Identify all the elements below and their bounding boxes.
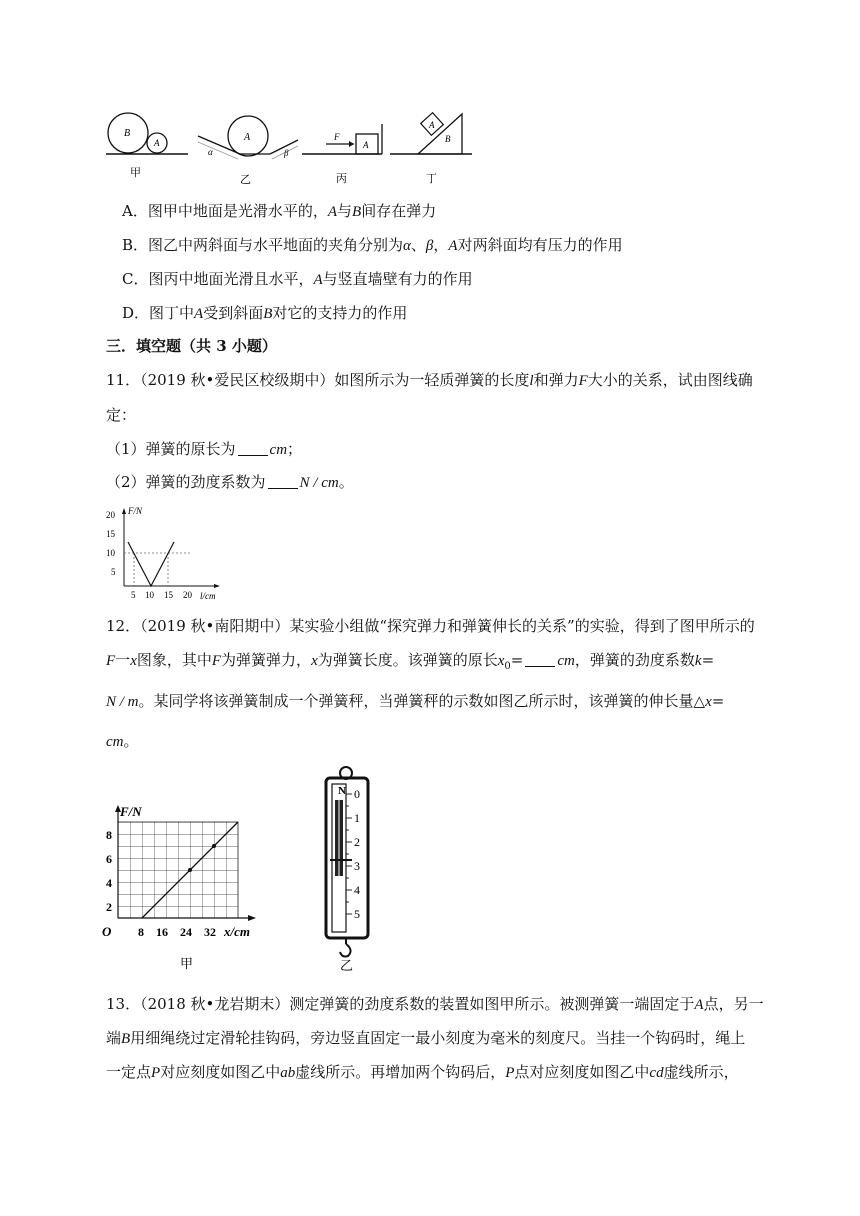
q11-graph	[100, 504, 230, 602]
q12-line4: cm。	[106, 732, 139, 750]
tick-label: 6	[106, 852, 112, 866]
tick-label: 16	[156, 925, 168, 939]
q13-line1: 13．（2018 秋•龙岩期末）测定弹簧的劲度系数的装置如图甲所示。被测弹簧一端固定于A点，另一	[106, 995, 764, 1013]
fig-letter: β	[284, 148, 289, 158]
tick-label: 5	[111, 567, 116, 577]
fig-letter: B	[445, 134, 451, 144]
option-a: A．图甲中地面是光滑水平的，A与B间存在弹力	[122, 202, 437, 220]
fig-letter: F	[334, 132, 340, 142]
fig-letter: B	[124, 128, 131, 139]
q11-sub1: （1）弹簧的原长为 cm；	[106, 440, 303, 458]
q12-line1: 12．（2019 秋•南阳期中）某实验小组做“探究弹力和弹簧伸长的关系”的实验，得到了图甲所示的	[106, 617, 755, 635]
fig-label: 甲	[130, 167, 141, 179]
q12-spring-scale	[318, 764, 388, 974]
fig-label: 丙	[336, 173, 347, 185]
q11-line2: 定：	[106, 406, 137, 424]
option-b: B．图乙中两斜面与水平地面的夹角分别为α、β，A对两斜面均有压力的作用	[122, 236, 623, 254]
q12-line3: N / m。某同学将该弹簧制成一个弹簧秤，当弹簧秤的示数如图乙所示时，该弹簧的伸长量△x=	[106, 692, 725, 710]
tick-label: 8	[106, 828, 112, 842]
tick-label: 32	[204, 925, 216, 939]
option-c: C．图丙中地面光滑且水平，A与竖直墙壁有力的作用	[122, 270, 473, 288]
tick-label: 15	[164, 590, 173, 600]
q11-line1: 11．（2019 秋•爱民区校级期中）如图所示为一轻质弹簧的长度l和弹力F大小的关系，试由图线确	[106, 371, 753, 389]
q11-sub2: （2）弹簧的劲度系数为 N / cm。	[106, 473, 354, 491]
scale-label: N	[338, 785, 346, 797]
top-figures	[100, 110, 480, 195]
fig-letter: α	[208, 147, 213, 157]
fig-label: 丁	[426, 173, 437, 185]
scale-mark: 5	[354, 907, 360, 921]
tick-label: 20	[106, 510, 115, 520]
tick-label: 10	[145, 590, 154, 600]
tick-label: 10	[106, 548, 115, 558]
q13-line2: 端B用细绳绕过定滑轮挂钩码，旁边竖直固定一最小刻度为毫米的刻度尺。当挂一个钩码时，绳上	[106, 1029, 746, 1047]
answer-blank[interactable]	[525, 652, 555, 667]
scale-mark: 0	[354, 787, 360, 801]
scale-mark: 4	[354, 883, 360, 897]
option-d: D．图丁中A受到斜面B对它的支持力的作用	[122, 304, 408, 322]
scale-mark: 1	[354, 811, 360, 825]
axis-label: l/cm	[200, 591, 216, 601]
scale-mark: 3	[354, 859, 360, 873]
fig-label: 乙	[240, 174, 251, 186]
figure-caption: 甲	[180, 956, 194, 971]
tick-label: 8	[138, 925, 144, 939]
answer-blank[interactable]	[238, 441, 268, 456]
fig-letter: A	[429, 120, 435, 130]
answer-blank[interactable]	[268, 474, 298, 489]
axis-label: F/N	[120, 804, 142, 819]
tick-label: 5	[131, 590, 136, 600]
figure-jia	[106, 113, 188, 179]
scale-mark: 2	[354, 835, 360, 849]
fig-letter: A	[154, 138, 160, 148]
figure-caption: 乙	[340, 958, 354, 973]
figure-ding	[390, 113, 472, 185]
figure-yi	[198, 116, 298, 186]
axis-label: x/cm	[224, 924, 250, 939]
origin-label: O	[102, 924, 112, 939]
section-heading: 三．填空题（共 3 小题）	[106, 337, 277, 355]
q12-graph	[100, 802, 270, 974]
fig-letter: A	[244, 132, 251, 143]
tick-label: 4	[106, 876, 112, 890]
tick-label: 20	[183, 590, 192, 600]
figure-bing	[302, 124, 382, 185]
q12-line2: F一x图象，其中F为弹簧弹力，x为弹簧长度。该弹簧的原长$x_0=$ cm，弹簧的劲度系数k=	[106, 651, 715, 672]
tick-label: 2	[106, 900, 112, 914]
axis-label: F/N	[128, 506, 143, 516]
tick-label: 15	[106, 529, 115, 539]
tick-label: 24	[180, 925, 192, 939]
fig-letter: A	[363, 140, 369, 150]
q13-line3: 一定点P对应刻度如图乙中ab虚线所示。再增加两个钩码后，P点对应刻度如图乙中cd虚线所示，	[106, 1063, 739, 1081]
